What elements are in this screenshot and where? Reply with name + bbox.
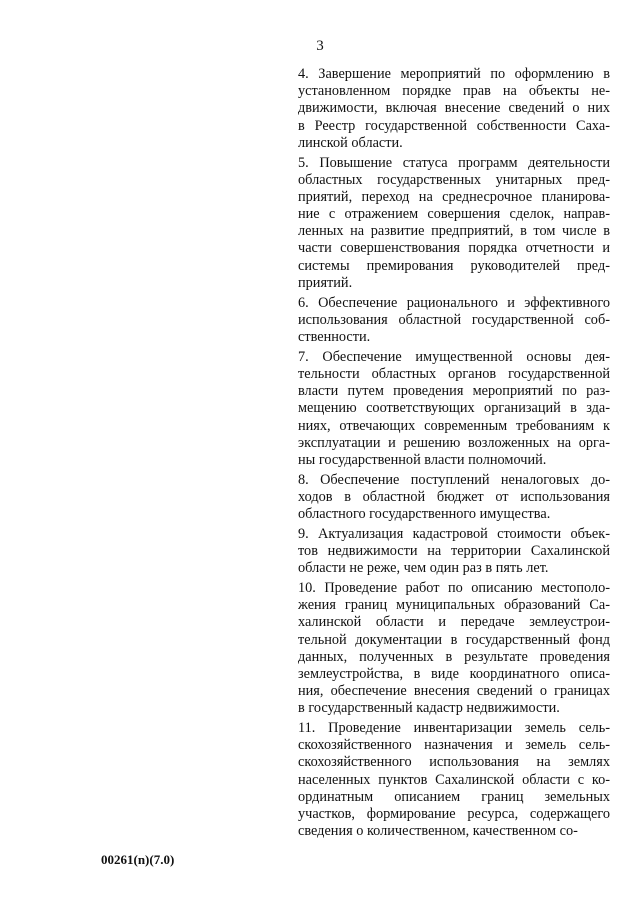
paragraph-line: эксплуатации и решению возложенных на орга- — [298, 434, 610, 451]
paragraph-line: установленном порядке прав на объекты не- — [298, 83, 610, 100]
paragraph-line: скохозяйственного назначения и земель сель- — [298, 737, 610, 754]
paragraph-line: 4. Завершение мероприятий по оформлению в — [298, 66, 610, 82]
paragraph-line: 8. Обеспечение поступлений неналоговых до- — [298, 471, 610, 488]
paragraph-line: приятий, переход на среднесрочное планирова- — [298, 188, 610, 205]
paragraph-item — [298, 349, 610, 469]
paragraph-line: ственности. — [298, 329, 371, 345]
paragraph-line: тов недвижимости на территории Сахалинской — [298, 543, 610, 560]
paragraph-line: населенных пунктов Сахалинской области с ко- — [298, 771, 610, 788]
paragraph-line: халинской области и передаче землеустрои- — [298, 614, 610, 631]
paragraph-line: ординатным описанием границ земельных — [298, 788, 610, 805]
text-column — [298, 66, 610, 843]
paragraph-item — [298, 155, 610, 293]
paragraph-item — [298, 472, 610, 524]
paragraph-line: использования областной государственной соб- — [298, 311, 610, 328]
paragraph-item — [298, 526, 610, 578]
page-number: 3 — [316, 38, 324, 54]
paragraph-line: мещению соответствующих организаций в зда- — [298, 400, 610, 417]
paragraph-line: линской области. — [298, 134, 403, 151]
paragraph-line: ние с отражением совершения сделок, направ- — [298, 206, 610, 223]
paragraph-line: землеустройства, в виде координатного описа- — [298, 665, 610, 682]
paragraph-line: 5. Повышение статуса программ деятельности — [298, 154, 610, 171]
paragraph-line: тельности областных органов государственной — [298, 365, 610, 382]
document-code: 00261(n)(7.0) — [101, 852, 175, 867]
paragraph-line: приятий. — [298, 274, 353, 291]
paragraph-line: сведения о количественном, качественном со- — [298, 823, 578, 840]
paragraph-item — [298, 295, 610, 347]
paragraph-line: областного государственного имущества. — [298, 506, 551, 523]
paragraph-line: 10. Проведение работ по описанию местополо- — [298, 580, 610, 596]
paragraph-item — [298, 580, 610, 718]
paragraph-line: области не реже, чем один раз в пять лет. — [298, 560, 549, 577]
paragraph-line: ны государственной власти полномочий. — [298, 451, 547, 468]
paragraph-item — [298, 66, 610, 152]
paragraph-line: ленных на развитие предприятий, в том числе в — [298, 223, 610, 240]
paragraph-line: движимости, включая внесение сведений о них — [298, 100, 610, 117]
paragraph-line: скохозяйственного использования на землях — [298, 754, 610, 771]
paragraph-line: части совершенствования порядка отчетности и — [298, 240, 610, 257]
paragraph-line: участков, формирование ресурса, содержащего — [298, 806, 610, 823]
paragraph-line: областных государственных унитарных пред- — [298, 171, 610, 188]
paragraph-line: власти путем проведения мероприятий по раз- — [298, 383, 610, 400]
paragraph-line: ходов в областной бюджет от использования — [298, 488, 610, 505]
paragraph-line: ния, обеспечение внесения сведений о границах — [298, 683, 610, 700]
paragraph-line: в государственный кадастр недвижимости. — [298, 700, 560, 717]
paragraph-line: 11. Проведение инвентаризации земель сель- — [298, 720, 610, 737]
paragraph-line: 7. Обеспечение имущественной основы дея- — [298, 348, 610, 365]
paragraph-line: жения границ муниципальных образований Са- — [298, 597, 610, 614]
paragraph-item — [298, 720, 610, 840]
paragraph-line: 9. Актуализация кадастровой стоимости объек- — [298, 525, 610, 542]
paragraph-line: в Реестр государственной собственности Саха- — [298, 117, 610, 134]
paragraph-line: 6. Обеспечение рационального и эффективного — [298, 294, 610, 311]
paragraph-line: ниях, отвечающих современным требованиям к — [298, 417, 610, 434]
paragraph-line: системы премирования руководителей пред- — [298, 257, 610, 274]
paragraph-line: тельной документации в государственный фонд — [298, 631, 610, 648]
paragraph-line: данных, полученных в результате проведения — [298, 648, 610, 665]
